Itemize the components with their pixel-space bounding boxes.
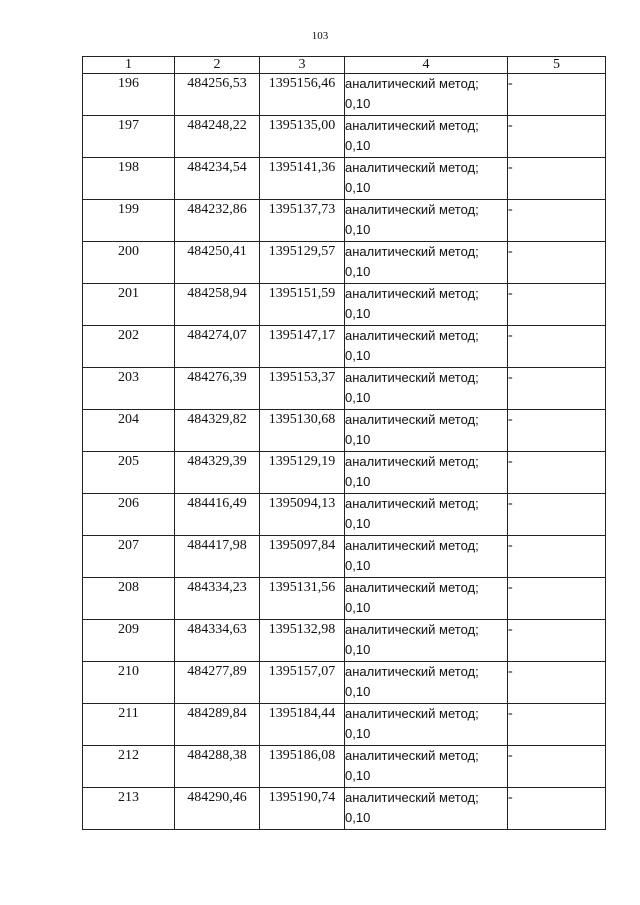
note-cell: - [508, 452, 606, 494]
point-number-cell: 205 [83, 452, 175, 494]
x-coordinate-cell: 484329,82 [175, 410, 260, 452]
y-coordinate-cell: 1395190,74 [260, 788, 345, 830]
table-row [83, 494, 606, 536]
note-cell: - [508, 242, 606, 284]
x-coordinate-cell: 484416,49 [175, 494, 260, 536]
method-cell [345, 746, 508, 788]
x-coordinate-cell: 484274,07 [175, 326, 260, 368]
table-row [83, 536, 606, 578]
x-coordinate-cell: 484329,39 [175, 452, 260, 494]
x-coordinate-cell: 484232,86 [175, 200, 260, 242]
note-cell: - [508, 116, 606, 158]
note-cell: - [508, 662, 606, 704]
y-coordinate-cell: 1395130,68 [260, 410, 345, 452]
method-cell [345, 410, 508, 452]
y-coordinate-cell: 1395184,44 [260, 704, 345, 746]
accuracy-text: 0,10 [345, 222, 371, 237]
table-row [83, 410, 606, 452]
x-coordinate-cell: 484258,94 [175, 284, 260, 326]
accuracy-text: 0,10 [345, 138, 371, 153]
x-coordinate-cell: 484290,46 [175, 788, 260, 830]
x-coordinate-cell: 484289,84 [175, 704, 260, 746]
y-coordinate-cell: 1395186,08 [260, 746, 345, 788]
table-row [83, 116, 606, 158]
accuracy-text: 0,10 [345, 474, 371, 489]
x-coordinate-cell: 484256,53 [175, 74, 260, 116]
table-body [83, 74, 606, 830]
table-row [83, 158, 606, 200]
note-cell: - [508, 326, 606, 368]
point-number-cell: 211 [83, 704, 175, 746]
accuracy-text: 0,10 [345, 684, 371, 699]
table-row [83, 788, 606, 830]
method-text: аналитический метод; [345, 664, 479, 679]
method-text: аналитический метод; [345, 370, 479, 385]
note-cell: - [508, 536, 606, 578]
point-number-cell: 198 [83, 158, 175, 200]
accuracy-text: 0,10 [345, 768, 371, 783]
table-row [83, 284, 606, 326]
table-row [83, 200, 606, 242]
note-cell: - [508, 284, 606, 326]
table-row [83, 452, 606, 494]
accuracy-text: 0,10 [345, 180, 371, 195]
method-text: аналитический метод; [345, 328, 479, 343]
note-cell: - [508, 200, 606, 242]
method-text: аналитический метод; [345, 748, 479, 763]
column-header-5: 5 [508, 57, 606, 74]
method-text: аналитический метод; [345, 118, 479, 133]
note-cell: - [508, 578, 606, 620]
accuracy-text: 0,10 [345, 516, 371, 531]
x-coordinate-cell: 484277,89 [175, 662, 260, 704]
point-number-cell: 209 [83, 620, 175, 662]
method-cell [345, 494, 508, 536]
table-row [83, 74, 606, 116]
accuracy-text: 0,10 [345, 558, 371, 573]
table-row [83, 662, 606, 704]
note-cell: - [508, 620, 606, 662]
method-text: аналитический метод; [345, 76, 479, 91]
method-cell [345, 242, 508, 284]
note-cell: - [508, 704, 606, 746]
page-number: 103 [311, 30, 329, 42]
point-number-cell: 206 [83, 494, 175, 536]
y-coordinate-cell: 1395156,46 [260, 74, 345, 116]
method-cell [345, 368, 508, 410]
accuracy-text: 0,10 [345, 348, 371, 363]
x-coordinate-cell: 484334,23 [175, 578, 260, 620]
method-cell [345, 620, 508, 662]
accuracy-text: 0,10 [345, 726, 371, 741]
y-coordinate-cell: 1395141,36 [260, 158, 345, 200]
point-number-cell: 204 [83, 410, 175, 452]
method-text: аналитический метод; [345, 412, 479, 427]
point-number-cell: 197 [83, 116, 175, 158]
note-cell: - [508, 788, 606, 830]
note-cell: - [508, 494, 606, 536]
method-text: аналитический метод; [345, 160, 479, 175]
accuracy-text: 0,10 [345, 600, 371, 615]
method-cell [345, 326, 508, 368]
method-text: аналитический метод; [345, 538, 479, 553]
point-number-cell: 203 [83, 368, 175, 410]
method-cell [345, 536, 508, 578]
point-number-cell: 199 [83, 200, 175, 242]
x-coordinate-cell: 484417,98 [175, 536, 260, 578]
point-number-cell: 202 [83, 326, 175, 368]
y-coordinate-cell: 1395147,17 [260, 326, 345, 368]
table-row [83, 704, 606, 746]
y-coordinate-cell: 1395094,13 [260, 494, 345, 536]
y-coordinate-cell: 1395129,19 [260, 452, 345, 494]
method-text: аналитический метод; [345, 244, 479, 259]
x-coordinate-cell: 484248,22 [175, 116, 260, 158]
column-header-4: 4 [345, 57, 508, 74]
note-cell: - [508, 158, 606, 200]
x-coordinate-cell: 484276,39 [175, 368, 260, 410]
table-row [83, 326, 606, 368]
method-cell [345, 788, 508, 830]
x-coordinate-cell: 484250,41 [175, 242, 260, 284]
method-cell [345, 662, 508, 704]
accuracy-text: 0,10 [345, 306, 371, 321]
y-coordinate-cell: 1395135,00 [260, 116, 345, 158]
accuracy-text: 0,10 [345, 96, 371, 111]
method-cell [345, 578, 508, 620]
point-number-cell: 207 [83, 536, 175, 578]
point-number-cell: 208 [83, 578, 175, 620]
coordinates-table [82, 56, 606, 830]
y-coordinate-cell: 1395129,57 [260, 242, 345, 284]
y-coordinate-cell: 1395132,98 [260, 620, 345, 662]
method-text: аналитический метод; [345, 454, 479, 469]
accuracy-text: 0,10 [345, 390, 371, 405]
point-number-cell: 196 [83, 74, 175, 116]
y-coordinate-cell: 1395137,73 [260, 200, 345, 242]
y-coordinate-cell: 1395131,56 [260, 578, 345, 620]
table-row [83, 368, 606, 410]
y-coordinate-cell: 1395153,37 [260, 368, 345, 410]
method-cell [345, 158, 508, 200]
accuracy-text: 0,10 [345, 810, 371, 825]
point-number-cell: 210 [83, 662, 175, 704]
method-text: аналитический метод; [345, 496, 479, 511]
column-header-3: 3 [260, 57, 345, 74]
table-row [83, 620, 606, 662]
column-header-1: 1 [83, 57, 175, 74]
accuracy-text: 0,10 [345, 432, 371, 447]
x-coordinate-cell: 484334,63 [175, 620, 260, 662]
method-text: аналитический метод; [345, 706, 479, 721]
method-cell [345, 74, 508, 116]
method-cell [345, 284, 508, 326]
method-cell [345, 116, 508, 158]
accuracy-text: 0,10 [345, 642, 371, 657]
x-coordinate-cell: 484234,54 [175, 158, 260, 200]
point-number-cell: 212 [83, 746, 175, 788]
y-coordinate-cell: 1395151,59 [260, 284, 345, 326]
point-number-cell: 213 [83, 788, 175, 830]
table-header-row [83, 57, 606, 74]
method-text: аналитический метод; [345, 202, 479, 217]
method-text: аналитический метод; [345, 580, 479, 595]
accuracy-text: 0,10 [345, 264, 371, 279]
table-row [83, 242, 606, 284]
note-cell: - [508, 410, 606, 452]
y-coordinate-cell: 1395097,84 [260, 536, 345, 578]
table-row [83, 746, 606, 788]
x-coordinate-cell: 484288,38 [175, 746, 260, 788]
method-text: аналитический метод; [345, 622, 479, 637]
note-cell: - [508, 74, 606, 116]
method-text: аналитический метод; [345, 790, 479, 805]
note-cell: - [508, 368, 606, 410]
method-cell [345, 200, 508, 242]
table-row [83, 578, 606, 620]
method-text: аналитический метод; [345, 286, 479, 301]
point-number-cell: 201 [83, 284, 175, 326]
column-header-2: 2 [175, 57, 260, 74]
note-cell: - [508, 746, 606, 788]
y-coordinate-cell: 1395157,07 [260, 662, 345, 704]
method-cell [345, 704, 508, 746]
point-number-cell: 200 [83, 242, 175, 284]
method-cell [345, 452, 508, 494]
